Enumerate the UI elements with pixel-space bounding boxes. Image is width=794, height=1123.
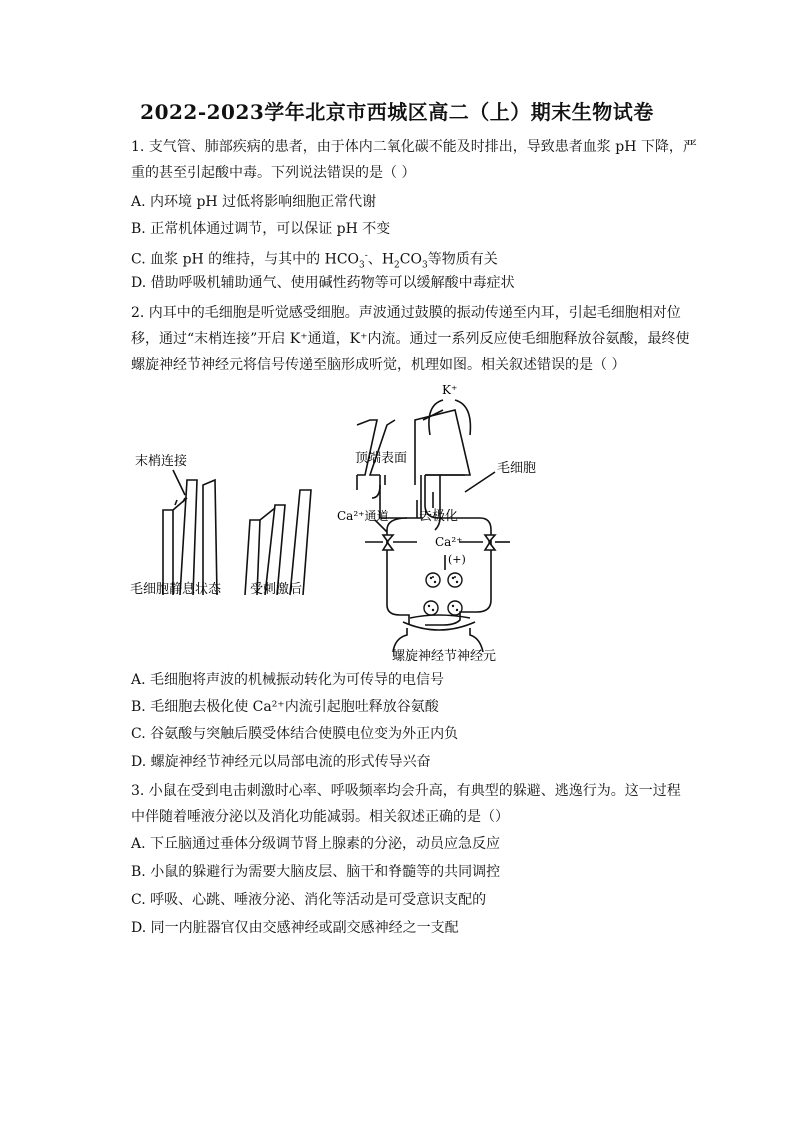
- stimulated-stereocilia: [245, 490, 311, 595]
- q1-stem-line2: 重的甚至引起酸中毒。下列说法错误的是（ ）: [131, 165, 416, 181]
- q2-option-d: D. 螺旋神经节神经元以局部电流的形式传导兴奋: [131, 754, 431, 770]
- q2-stem-line1: 2. 内耳中的毛细胞是听觉感受细胞。声波通过鼓膜的振动传递至内耳，引起毛细胞相对位: [131, 305, 681, 321]
- q3-stem-line2: 中伴随着唾液分泌以及消化功能减弱。相关叙述正确的是（）: [131, 809, 509, 825]
- label-ca-ion: Ca²⁺: [435, 535, 463, 549]
- q3-option-a: A. 下丘脑通过垂体分级调节肾上腺素的分泌，动员应急反应: [131, 836, 501, 852]
- q1-option-a: A. 内环境 pH 过低将影响细胞正常代谢: [131, 194, 377, 210]
- label-resting-state: 毛细胞静息状态: [130, 582, 222, 597]
- page-title: 2022-2023学年北京市西城区高二（上）期末生物试卷: [140, 100, 654, 124]
- q2-stem-line2: 移，通过“末梢连接”开启 K⁺通道，K⁺内流。通过一系列反应使毛细胞释放谷氨酸，最终使: [131, 331, 690, 347]
- q3-option-c: C. 呼吸、心跳、唾液分泌、消化等活动是可受意识支配的: [131, 892, 487, 908]
- q1-option-c: C. 血浆 pH 的维持，与其中的 $HCO_3^-$、$H_2CO_3$等物质有关: [131, 251, 498, 271]
- q3-option-d: D. 同一内脏器官仅由交感神经或副交感神经之一支配: [131, 920, 459, 936]
- q2-option-c: C. 谷氨酸与突触后膜受体结合使膜电位变为外正内负: [131, 726, 459, 742]
- label-stimulated: 受刺激后: [250, 582, 303, 597]
- resting-stereocilia: [163, 480, 217, 595]
- vesicles: [424, 573, 462, 615]
- hair-cell-figure: [125, 380, 545, 665]
- q2-option-a: A. 毛细胞将声波的机械振动转化为可传导的电信号: [131, 672, 445, 688]
- label-depolarization: 去极化: [419, 509, 459, 524]
- q2-option-b: B. 毛细胞去极化使 Ca²⁺内流引起胞吐释放谷氨酸: [131, 699, 439, 715]
- label-apical-surface: 顶端表面: [355, 451, 408, 466]
- q1-option-d: D. 借助呼吸机辅助通气、使用碱性药物等可以缓解酸中毒症状: [131, 275, 515, 291]
- label-ca-channel: Ca²⁺通道: [337, 509, 389, 523]
- label-spiral-neuron: 螺旋神经节神经元: [392, 649, 497, 664]
- label-k-ion: K⁺: [442, 383, 458, 397]
- q3-stem-line1: 3. 小鼠在受到电击刺激时心率、呼吸频率均会升高，有典型的躲避、逃逸行为。这一过程: [131, 783, 681, 799]
- q2-stem-line3: 螺旋神经节神经元将信号传递至脑形成听觉，机理如图。相关叙述错误的是（ ）: [131, 357, 626, 373]
- label-plus: (+): [448, 553, 466, 566]
- q1-option-b: B. 正常机体通过调节，可以保证 pH 不变: [131, 221, 391, 237]
- label-hair-cell: 毛细胞: [497, 461, 537, 476]
- q3-option-b: B. 小鼠的躲避行为需要大脑皮层、脑干和脊髓等的共同调控: [131, 864, 501, 880]
- label-tip-link: 末梢连接: [135, 454, 188, 469]
- q1-stem-line1: 1. 支气管、肺部疾病的患者，由于体内二氧化碳不能及时排出，导致患者血浆 pH 下降，严: [131, 139, 697, 155]
